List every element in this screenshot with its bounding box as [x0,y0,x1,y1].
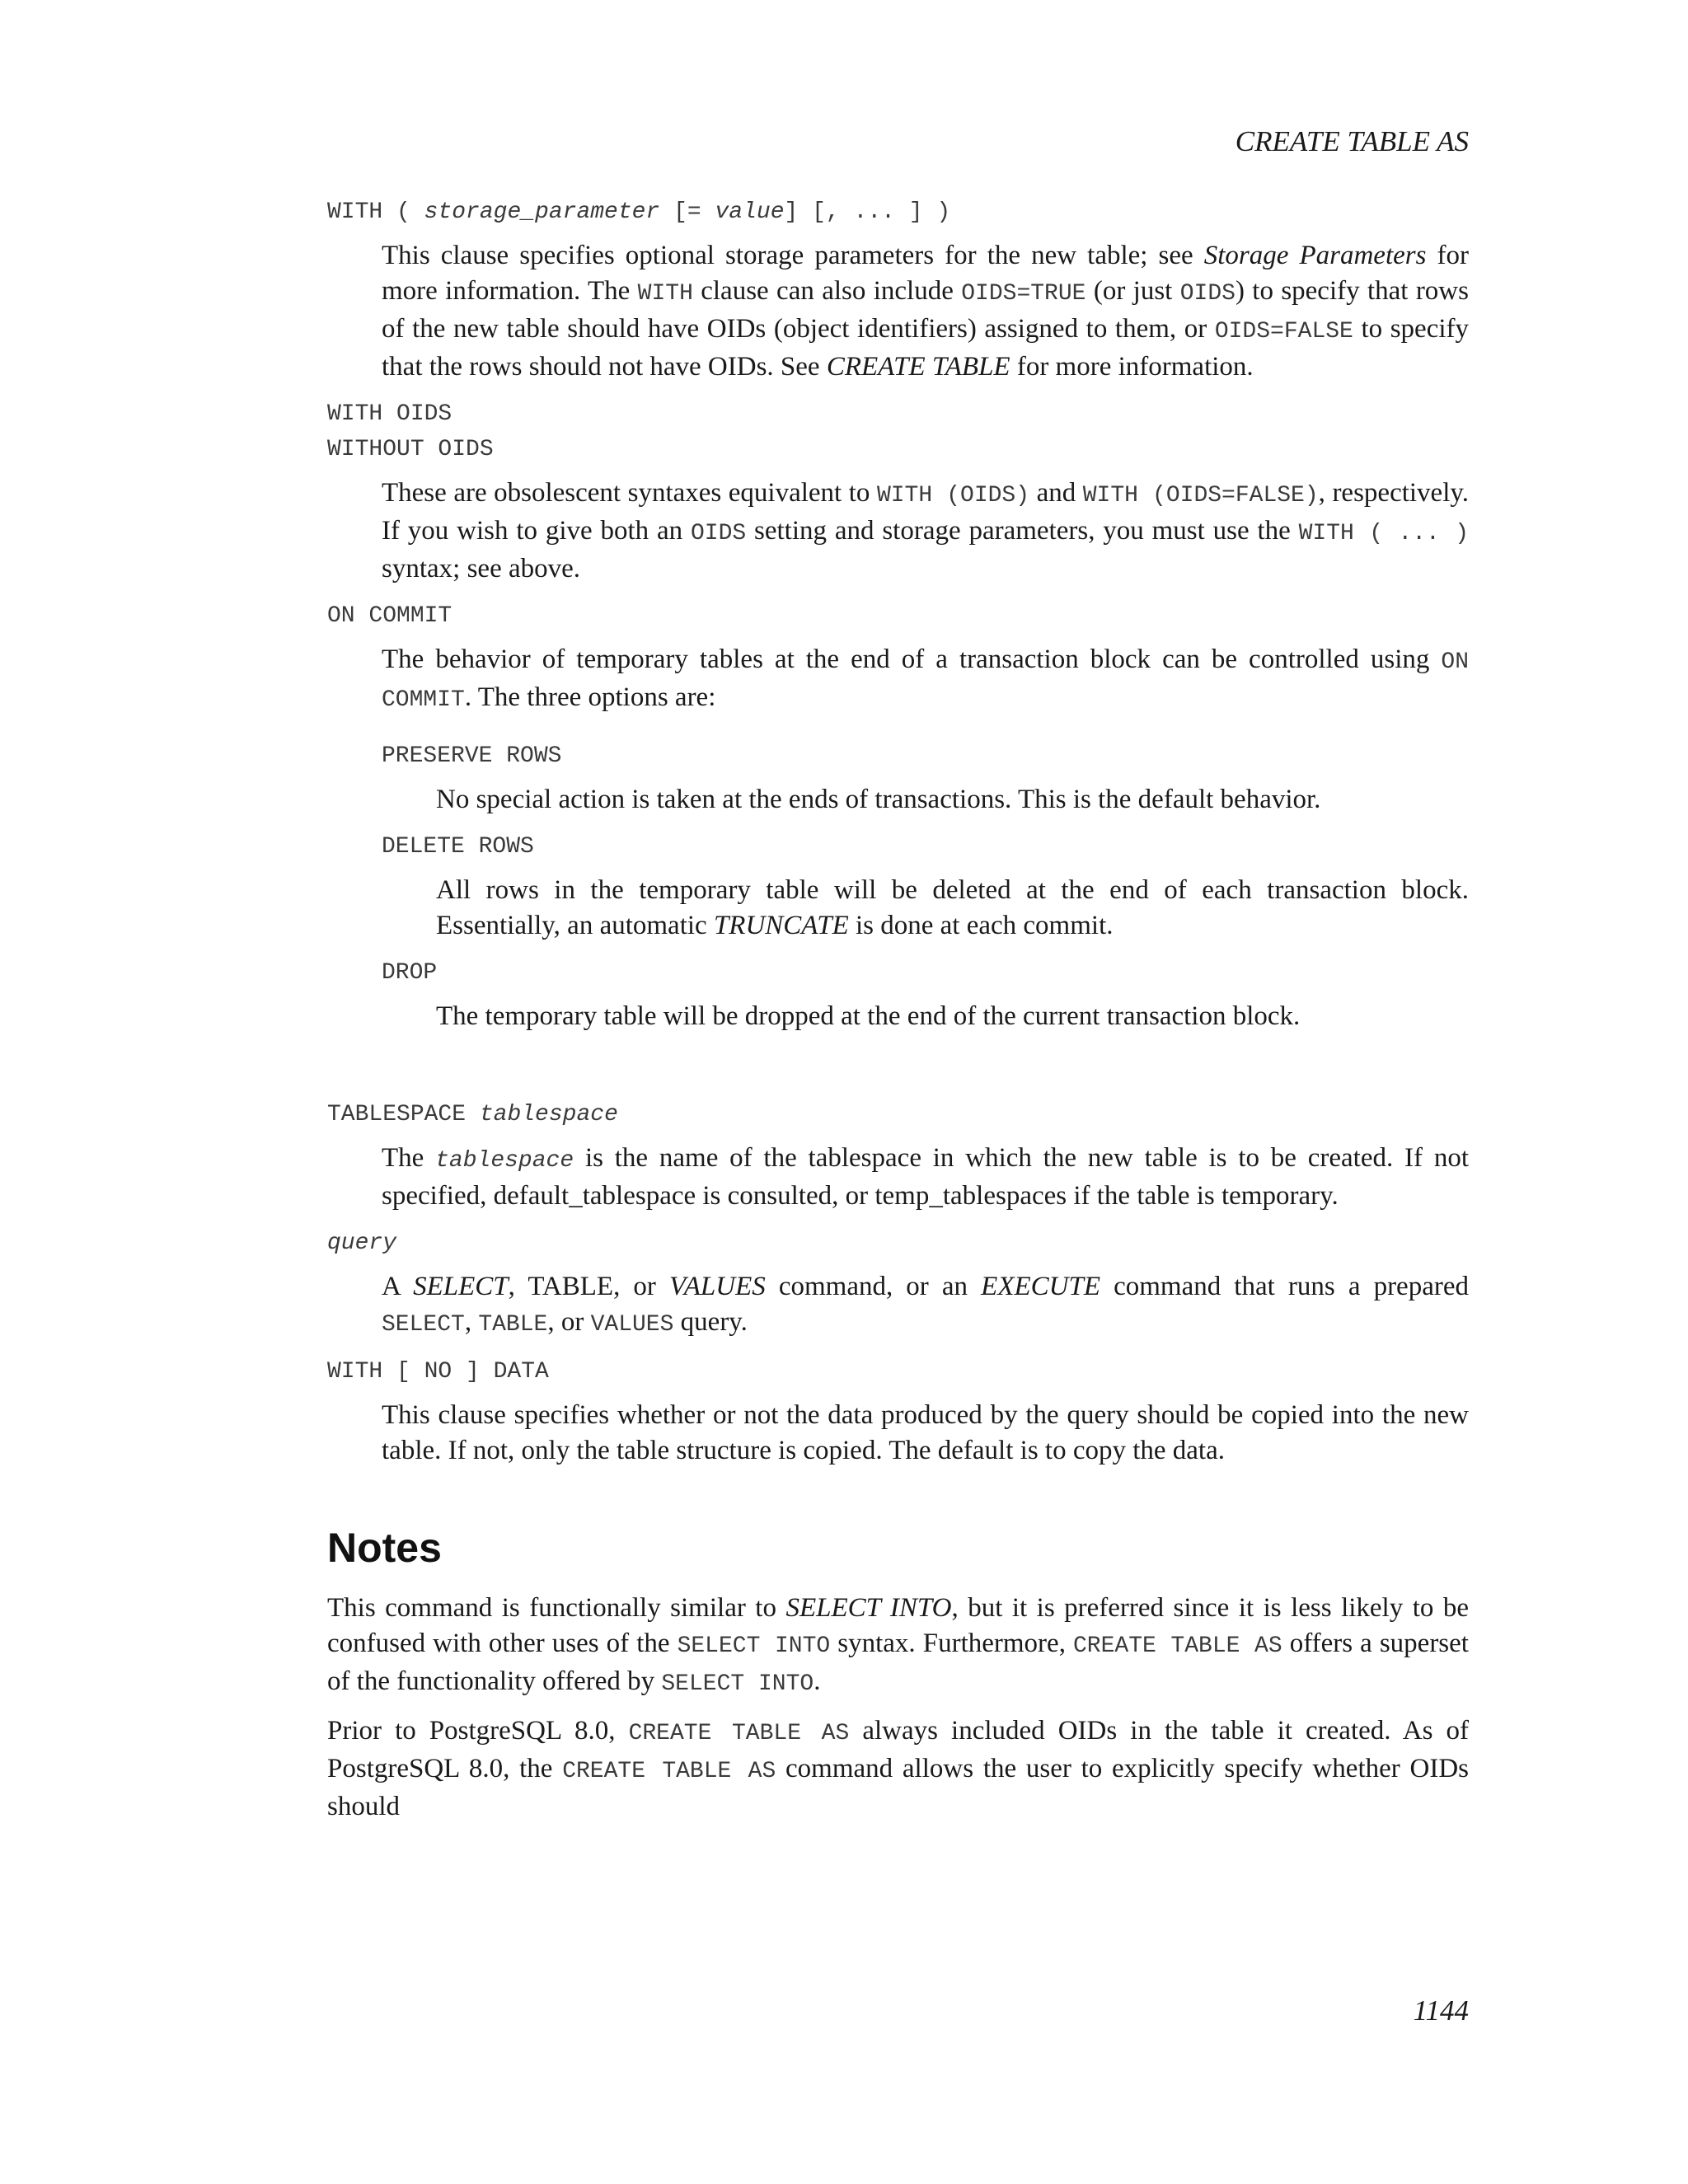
text: This clause specifies optional storage parameters for the new table; see [382,241,1204,270]
text: syntax; see above. [382,554,581,583]
code: WITH (OIDS) [876,483,1030,509]
text: command, or an [765,1272,982,1301]
code: SELECT INTO [677,1633,831,1659]
term-param: value [715,199,785,225]
term-on-commit: ON COMMIT [327,603,452,629]
code: tablespace [435,1148,574,1174]
code: WITH ( ... ) [1298,521,1469,546]
code: CREATE TABLE AS [628,1721,850,1746]
cross-reference: TRUNCATE [713,911,849,940]
code: VALUES [590,1312,674,1338]
term-keyword: TABLESPACE [327,1102,480,1127]
section-heading-notes: Notes [327,1525,442,1571]
text: offers a superset of the functionality offered by [327,1629,1469,1696]
text: The behavior of temporary tables at the end of a transaction block can be controlled using [382,644,1442,674]
code: WITH [637,281,693,307]
term-tablespace [327,1097,1469,1132]
definition-preserve-rows: No special action is taken at the ends of transactions. This is the default behavior. [436,785,1321,814]
text: The [382,1143,436,1173]
definition-with-oids [382,476,1469,587]
cross-reference: SELECT INTO [785,1593,952,1623]
code: CREATE TABLE AS [1073,1633,1282,1659]
definition-on-commit [382,642,1469,718]
code: OIDS=TRUE [961,281,1086,307]
code: ON COMMIT [382,649,1469,713]
term-with-data: WITH [ NO ] DATA [327,1359,549,1385]
text: ) to specify that rows of the new table should have OIDs (object identifiers) assigned to them, or [382,276,1469,344]
text: Prior to PostgreSQL 8.0, [327,1716,629,1746]
text: , TABLE, or [508,1272,670,1301]
term-delete-rows: DELETE ROWS [382,834,534,860]
text: , but it is preferred since it is less likely to be confused with other uses of the [327,1593,1469,1658]
term-preserve-rows: PRESERVE ROWS [382,743,562,769]
text: and [1029,478,1083,508]
term-keyword: ] [, ... ] ) [784,199,951,225]
text: A [382,1272,414,1301]
code: WITH (OIDS=FALSE) [1082,483,1319,509]
text: always included OIDs in the table it created. As of PostgreSQL 8.0, the [327,1716,1469,1783]
term-param: query [327,1230,397,1256]
code: TABLE [478,1312,548,1338]
definition-query [382,1269,1469,1343]
page-number: 1144 [1413,1994,1469,2027]
code: SELECT INTO [661,1671,814,1697]
term-with-storage-parameter [327,194,1469,230]
term-param: storage_parameter [424,199,660,225]
definition-tablespace [382,1141,1469,1214]
text: to specify that the rows should not have OIDs. See [382,314,1470,382]
text: query. [673,1307,748,1337]
term-param: tablespace [479,1102,618,1127]
text: for more information. [1010,352,1254,382]
text: . [814,1666,821,1696]
text: setting and storage parameters, you must use the [746,516,1299,546]
term-drop: DROP [382,960,438,986]
text: , respectively. If you wish to give both an [382,478,1469,546]
text: (or just [1085,276,1180,306]
text: , [464,1307,479,1337]
cross-reference: EXECUTE [981,1272,1100,1301]
text: clause can also include [692,276,962,306]
term-query [327,1226,1469,1261]
definition-with-storage-parameter [382,238,1469,385]
cross-reference: Storage Parameters [1203,241,1427,270]
code: OIDS=FALSE [1214,319,1353,344]
text: command allows the user to explicitly specify whether OIDs should [327,1754,1470,1821]
notes-paragraph-1 [327,1591,1469,1702]
term-keyword: WITH ( [327,199,424,225]
page-content [327,194,1469,1825]
cross-reference: SELECT [413,1272,509,1301]
text: . The three options are: [464,682,716,712]
code: OIDS [690,521,747,546]
text: syntax. Furthermore, [830,1629,1073,1658]
definition-with-data: This clause specifies whether or not the data produced by the query should be copied into the new table. If not, only the table structure is copied. The default is to copy the data. [382,1400,1469,1465]
term-keyword: [= [659,199,715,225]
text: for more information. The [382,241,1470,306]
text: , or [547,1307,591,1337]
text: is the name of the tablespace in which the new table is to be created. If not specified, default_tablespace is consulted, or temp_tablespaces if the table is temporary. [382,1143,1469,1211]
running-header: CREATE TABLE AS [1235,125,1469,157]
text: These are obsolescent syntaxes equivalent to [382,478,877,508]
cross-reference: VALUES [669,1272,766,1301]
text: command that runs a prepared [1100,1272,1469,1301]
term-without-oids: WITHOUT OIDS [327,437,494,462]
cross-reference: CREATE TABLE [826,352,1010,382]
code: OIDS [1179,281,1236,307]
code: CREATE TABLE AS [562,1759,776,1784]
definition-drop: The temporary table will be dropped at the end of the current transaction block. [436,1001,1301,1031]
definition-delete-rows [436,873,1469,944]
on-commit-options [382,738,1469,1034]
code: SELECT [382,1312,465,1338]
text: is done at each commit. [848,911,1114,940]
notes-paragraph-2 [327,1713,1469,1825]
text: All rows in the temporary table will be deleted at the end of each transaction block. Essentially, an automatic [436,875,1469,940]
term-with-oids: WITH OIDS [327,401,452,427]
text: This command is functionally similar to [327,1593,786,1623]
